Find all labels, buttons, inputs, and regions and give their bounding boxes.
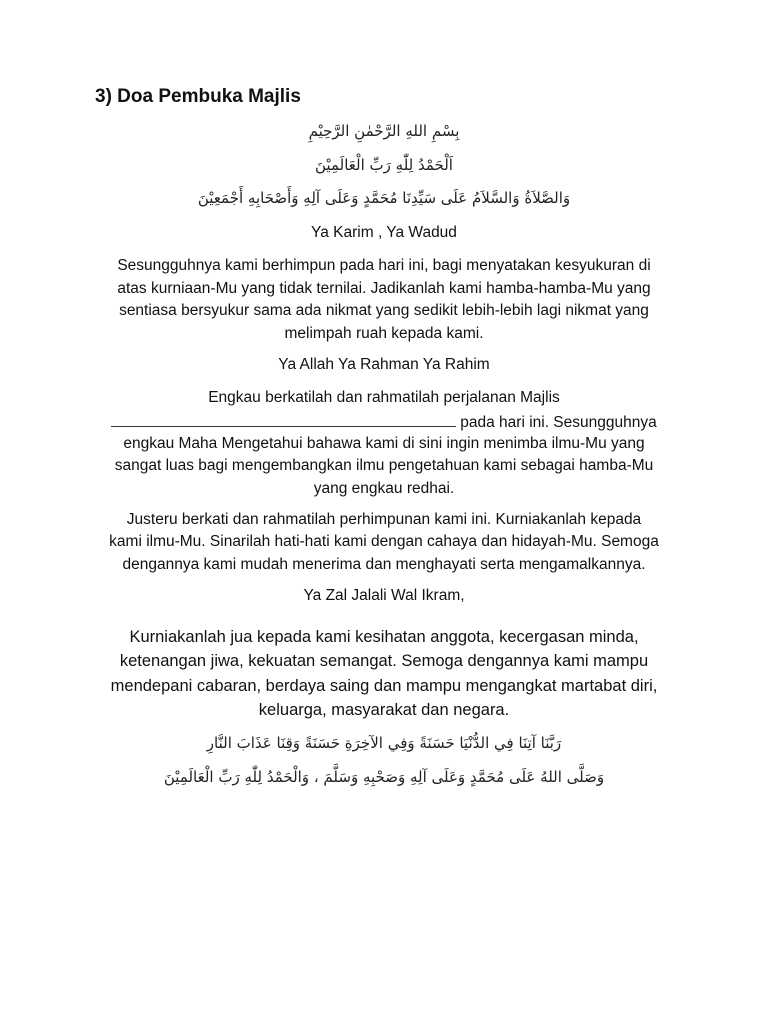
invocation-ya-karim: Ya Karim , Ya Wadud: [311, 224, 457, 241]
majlis-name-blank: [111, 412, 456, 427]
arabic-salawat: وَالصَّلاَةُ وَالسَّلاَمُ عَلَى سَيِّدِنَا مُحَمَّدٍ وَعَلَى آلِهِ وَأَصْحَابِهِ أَجْمَعِيْنَ: [197, 189, 571, 207]
paragraph-1-line-3: sentiasa bersyukur sama ada nikmat yang sedikit lebih-lebih lagi nikmat yang: [119, 302, 649, 319]
paragraph-2-line-1: Engkau berkatilah dan rahmatilah perjalanan Majlis: [208, 389, 560, 406]
paragraph-4-line-4: keluarga, masyarakat dan negara.: [258, 701, 510, 719]
paragraph-3-line-1: Justeru berkati dan rahmatilah perhimpunan kami ini. Kurniakanlah kepada: [126, 511, 642, 528]
paragraph-1-line-4: melimpah ruah kepada kami.: [284, 325, 484, 342]
paragraph-1-line-1: Sesungguhnya kami berhimpun pada hari ini, bagi menyatakan kesyukuran di: [117, 257, 651, 274]
invocation-ya-zal-jalali: Ya Zal Jalali Wal Ikram,: [303, 587, 465, 604]
paragraph-3-line-2: kami ilmu-Mu. Sinarilah hati-hati kami dengan cahaya dan hidayah-Mu. Semoga: [109, 533, 659, 550]
paragraph-3-line-3: dengannya kami mudah menerima dan menghayati serta mengamalkannya.: [122, 556, 646, 573]
paragraph-2-line-2: [0, 412, 768, 432]
arabic-rabbana: رَبَّنَا آتِنَا فِي الدُّنْيَا حَسَنَةً وَفِي الآخِرَةِ حَسَنَةً وَقِنَا عَذَابَ النَّارِ: [206, 734, 562, 752]
paragraph-2-line-2-text: pada hari ini. Sesungguhnya: [460, 414, 657, 431]
doa-heading: 3) Doa Pembuka Majlis: [95, 86, 301, 107]
paragraph-4-line-1: Kurniakanlah jua kepada kami kesihatan anggota, kecergasan minda,: [129, 628, 639, 646]
arabic-closing-salawat: وَصَلَّى اللهُ عَلَى مُحَمَّدٍ وَعَلَى آلِهِ وَصَحْبِهِ وَسَلَّمَ ، وَالْحَمْدُ لِلّٰهِ رَبِّ الْعَالَمِيْنَ: [163, 768, 605, 786]
paragraph-4-line-2: ketenangan jiwa, kekuatan semangat. Semoga dengannya kami mampu: [119, 652, 649, 670]
paragraph-2-line-5: yang engkau redhai.: [313, 480, 455, 497]
paragraph-4-line-3: mendepani cabaran, berdaya saing dan mampu mengangkat martabat diri,: [110, 677, 658, 695]
invocation-ya-allah: Ya Allah Ya Rahman Ya Rahim: [278, 356, 490, 373]
paragraph-2-line-3: engkau Maha Mengetahui bahawa kami di sini ingin menimba ilmu-Mu yang: [123, 435, 645, 452]
paragraph-1-line-2: atas kurniaan-Mu yang tidak ternilai. Jadikanlah kami hamba-hamba-Mu yang: [117, 280, 651, 297]
arabic-hamdalah: اَلْحَمْدُ لِلّٰهِ رَبِّ الْعَالَمِيْنَ: [315, 156, 453, 174]
paragraph-2-line-4: sangat luas bagi mengembangkan ilmu pengetahuan kami sebagai hamba-Mu: [114, 457, 654, 474]
arabic-basmalah: بِسْمِ اللهِ الرَّحْمٰنِ الرَّحِيْمِ: [308, 122, 460, 140]
